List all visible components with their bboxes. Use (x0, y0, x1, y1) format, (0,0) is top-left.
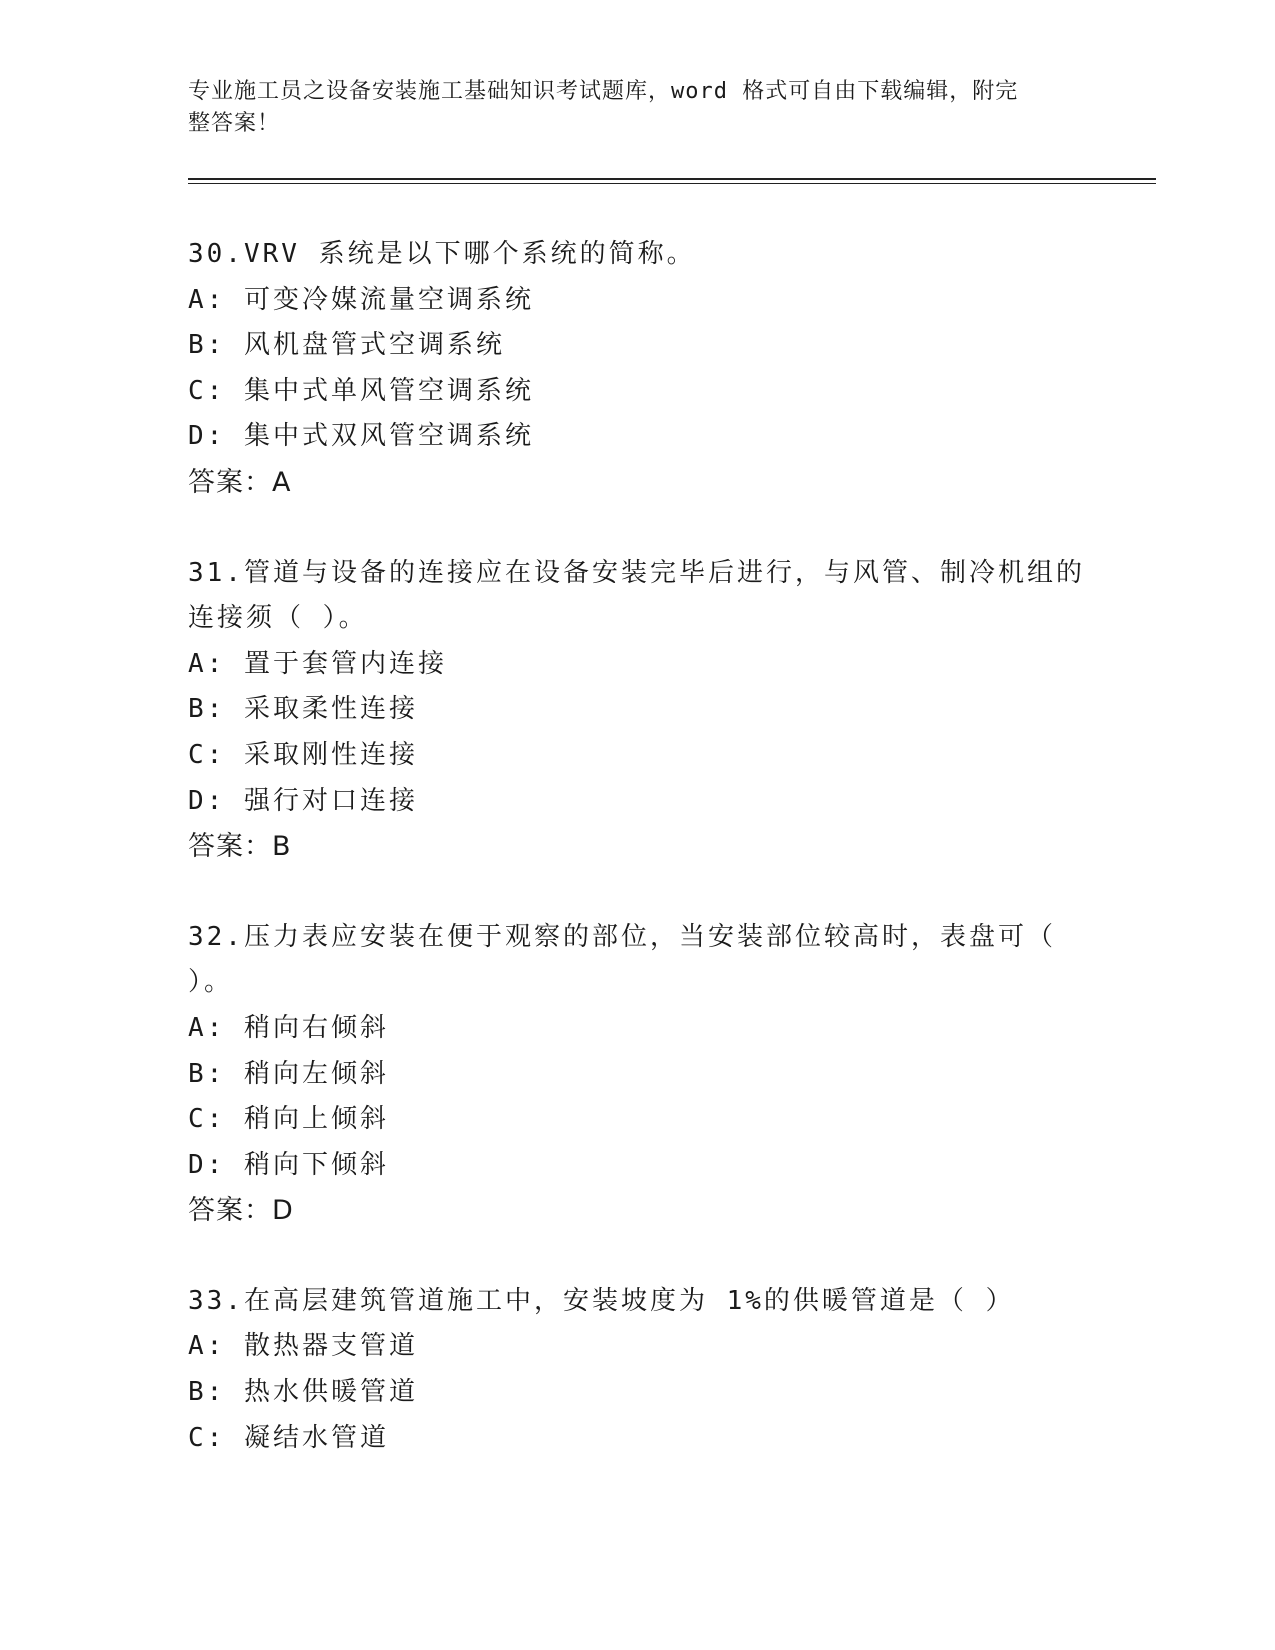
answer-label: 答案：B (188, 831, 292, 863)
option-a: A: 置于套管内连接 (188, 648, 447, 679)
question-30 (188, 232, 1088, 506)
question-stem: 31.管道与设备的连接应在设备安装完毕后进行，与风管、制冷机组的 (188, 557, 1085, 588)
option-a: A: 散热器支管道 (188, 1331, 418, 1362)
document-header (188, 76, 1088, 140)
header-line-2: 整答案！ (188, 111, 281, 136)
question-list (188, 232, 1088, 1506)
answer-label: 答案：D (188, 1195, 294, 1227)
question-stem-continued: ）。 (188, 967, 234, 998)
option-c: C: 采取刚性连接 (188, 739, 418, 770)
question-stem: 30.VRV 系统是以下哪个系统的简称。 (188, 239, 696, 269)
option-b: B: 风机盘管式空调系统 (188, 330, 505, 361)
option-d: D: 集中式双风管空调系统 (188, 421, 534, 452)
option-a: A: 稍向右倾斜 (188, 1012, 389, 1043)
question-31 (188, 551, 1088, 870)
header-divider (188, 178, 1156, 184)
question-stem-continued: 连接须（ ）。 (188, 603, 368, 634)
header-line-1: 专业施工员之设备安装施工基础知识考试题库，word 格式可自由下载编辑，附完 (188, 79, 1019, 104)
question-33 (188, 1279, 1088, 1461)
option-d: D: 稍向下倾斜 (188, 1149, 389, 1180)
option-c: C: 凝结水管道 (188, 1422, 389, 1453)
option-c: C: 集中式单风管空调系统 (188, 375, 534, 406)
option-a: A: 可变冷媒流量空调系统 (188, 284, 534, 315)
option-c: C: 稍向上倾斜 (188, 1104, 389, 1135)
option-b: B: 热水供暖管道 (188, 1377, 418, 1408)
question-stem: 32.压力表应安装在便于观察的部位，当安装部位较高时，表盘可（ (188, 921, 1056, 952)
option-b: B: 采取柔性连接 (188, 694, 418, 725)
question-32 (188, 915, 1088, 1234)
option-b: B: 稍向左倾斜 (188, 1058, 389, 1089)
option-d: D: 强行对口连接 (188, 785, 418, 816)
answer-label: 答案：A (188, 466, 292, 498)
question-stem: 33.在高层建筑管道施工中，安装坡度为 1%的供暖管道是（ ） (188, 1285, 1015, 1316)
